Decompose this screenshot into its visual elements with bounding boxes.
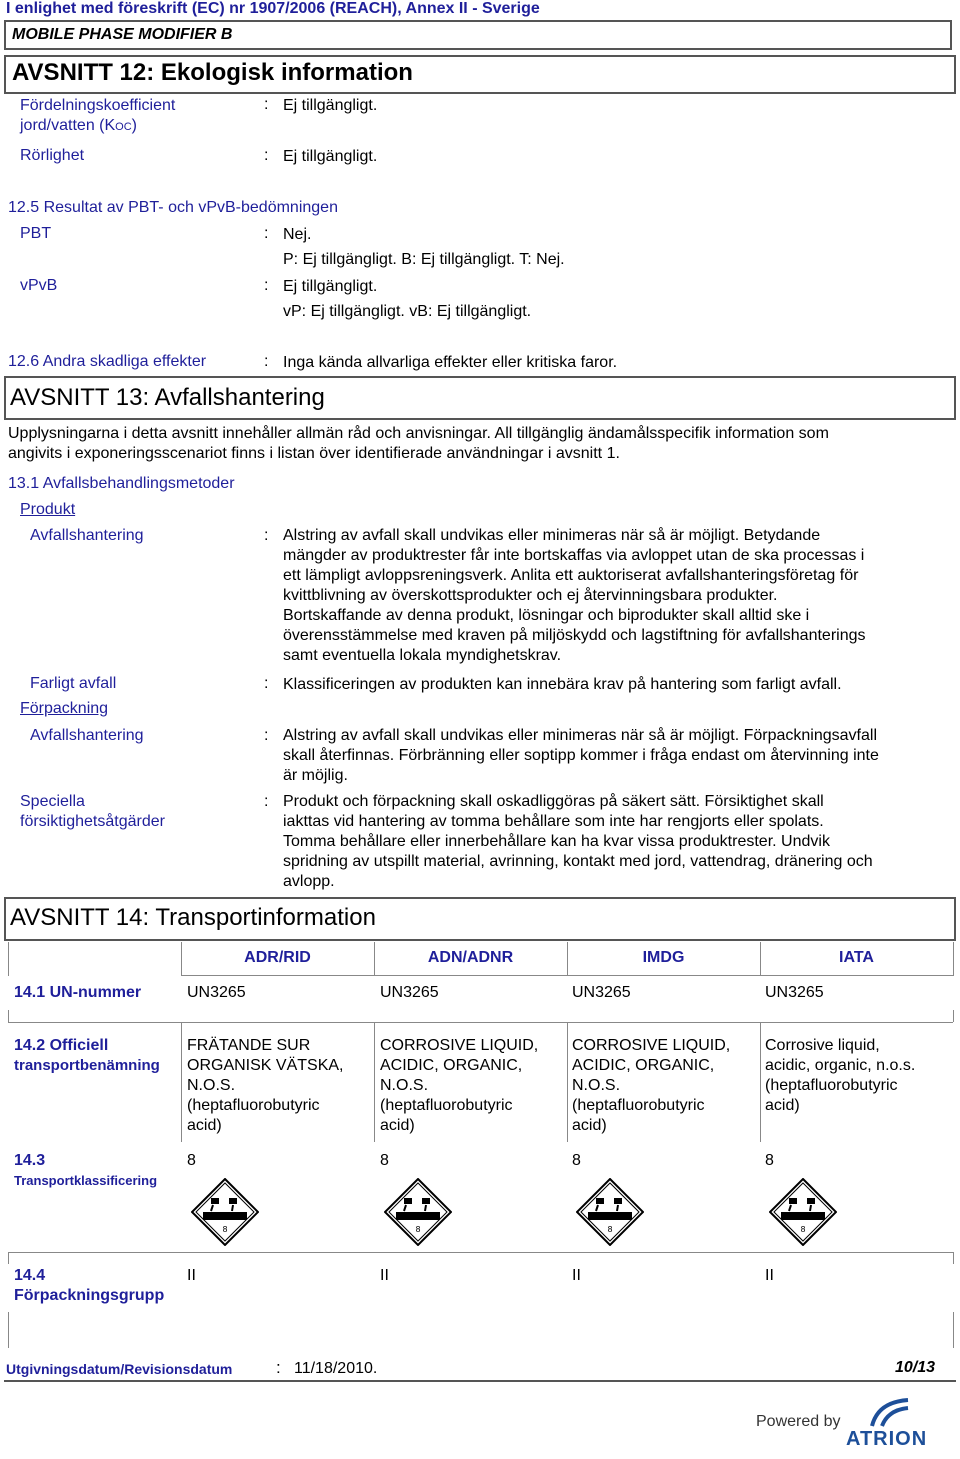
packaging-subheading: Förpackning (20, 700, 109, 717)
packing-group-imdg: II (572, 1267, 581, 1284)
waste-handling-label: Avfallshantering (30, 527, 144, 544)
hazardous-waste-text: Klassificeringen av produkten kan innebära krav på hantering som farligt avfall. (283, 676, 842, 693)
table-border (567, 1022, 568, 1142)
table-border (953, 1312, 954, 1348)
footer-divider (4, 1380, 956, 1382)
koc-label: Fördelningskoefficient jord/vatten (KOC) (20, 97, 176, 134)
packaging-waste-label: Avfallshantering (30, 727, 144, 744)
other-effects-value: Inga kända allvarliga effekter eller kritiska faror. (283, 354, 618, 371)
corrosive-pictogram-icon (769, 1178, 837, 1246)
shipping-name-adr: FRÄTANDE SUR ORGANISK VÄTSKA, N.O.S. (heptafluorobutyric acid) (187, 1037, 344, 1134)
shipping-name-imdg: CORROSIVE LIQUID, ACIDIC, ORGANIC, N.O.S. (heptafluorobutyric acid) (572, 1037, 731, 1134)
waste-handling-text: Alstring av avfall skall undvikas eller minimeras när så är möjligt. Betydande mängder av produktrester får inte bortskaffas via avloppet utan de ska processas i ett lämpligt avloppsreningsverk. Anlita ett auktoriserat avfallshanteringsföretag för kvittblivning av överskottsprodukter och ej återvinningsbara produkter. Bortskaffande av denna produkt, lösningar och biprodukter skall alltid ske i överensstämmelse med kraven på miljöskydd och lagstiftning för avfallshanterings samt eventuella lokala myndighetskrav. (283, 527, 866, 664)
special-precautions-label: Speciella försiktighetsåtgärder (20, 793, 165, 830)
corrosive-pictogram-icon (191, 1178, 259, 1246)
packing-group-adn: II (380, 1267, 389, 1284)
vpvb-label: vPvB (20, 277, 58, 294)
page-number: 10/13 (895, 1359, 936, 1376)
svg-text:8: 8 (800, 1225, 806, 1234)
table-border (8, 1312, 9, 1348)
table-border (8, 1010, 9, 1022)
corrosive-pictogram-icon (576, 1178, 644, 1246)
un-number-adr: UN3265 (187, 984, 246, 1001)
atrion-logo-text: ATRION (846, 1428, 928, 1450)
colon: : (264, 353, 269, 370)
pbt-heading: 12.5 Resultat av PBT- och vPvB-bedömningen (8, 199, 338, 216)
table-border (181, 1022, 182, 1142)
un-number-iata: UN3265 (765, 984, 824, 1001)
table-border (8, 942, 9, 976)
svg-text:8: 8 (607, 1225, 613, 1234)
svg-text:8: 8 (415, 1225, 421, 1234)
table-border (181, 975, 953, 976)
table-border (374, 1022, 375, 1142)
colon: : (264, 225, 269, 242)
section-13-title: AVSNITT 13: Avfallshantering (10, 384, 325, 411)
column-header-adn: ADN/ADNR (427, 949, 514, 966)
colon: : (264, 147, 269, 164)
section-14-title: AVSNITT 14: Transportinformation (10, 904, 376, 931)
powered-by-text: Powered by (756, 1413, 841, 1430)
corrosive-pictogram-icon (384, 1178, 452, 1246)
atrion-logo-icon (868, 1398, 912, 1428)
class-adn: 8 (380, 1152, 389, 1169)
colon: : (264, 793, 269, 810)
document-header-title: I enlighet med föreskrift (EC) nr 1907/2006 (REACH), Annex II - Sverige (6, 0, 540, 17)
other-effects-label: 12.6 Andra skadliga effekter (8, 353, 207, 370)
product-name: MOBILE PHASE MODIFIER B (12, 26, 233, 43)
pbt-detail: P: Ej tillgängligt. B: Ej tillgängligt. T: Nej. (283, 251, 565, 268)
svg-text:8: 8 (222, 1225, 228, 1234)
un-number-adn: UN3265 (380, 984, 439, 1001)
colon: : (276, 1358, 281, 1377)
un-number-label: 14.1 UN-nummer (14, 984, 142, 1001)
class-iata: 8 (765, 1152, 774, 1169)
hazardous-waste-label: Farligt avfall (30, 675, 117, 692)
koc-value: Ej tillgängligt. (283, 97, 378, 114)
packing-group-label: 14.4 Förpackningsgrupp (14, 1267, 165, 1304)
colon: : (264, 675, 269, 692)
table-border (8, 1252, 953, 1253)
packing-group-adr: II (187, 1267, 196, 1284)
shipping-name-iata: Corrosive liquid, acidic, organic, n.o.s. (heptafluorobutyric acid) (765, 1037, 916, 1114)
class-adr: 8 (187, 1152, 196, 1169)
colon: : (264, 527, 269, 544)
table-border (8, 1022, 953, 1023)
product-subheading: Produkt (20, 501, 76, 518)
pbt-label: PBT (20, 225, 52, 242)
revision-date-value: 11/18/2010. (294, 1360, 378, 1377)
transport-class-label: 14.3 Transportklassificering (14, 1152, 158, 1188)
column-header-imdg: IMDG (642, 949, 685, 966)
vpvb-detail: vP: Ej tillgängligt. vB: Ej tillgängligt. (283, 303, 532, 320)
shipping-name-label: 14.2 Officiell transportbenämning (14, 1037, 160, 1074)
packing-group-iata: II (765, 1267, 774, 1284)
table-border (8, 1252, 9, 1264)
column-header-adr: ADR/RID (244, 949, 311, 966)
colon: : (264, 96, 269, 113)
class-imdg: 8 (572, 1152, 581, 1169)
table-border (953, 1010, 954, 1022)
section-13-intro: Upplysningarna i detta avsnitt innehåller allmän råd och anvisningar. All tillgänglig ändamålsspecifik information som angivits i exponeringsscenariot finns i listan över identifierade användningar i avsnitt 1. (8, 425, 829, 462)
pbt-value: Nej. (283, 226, 312, 243)
table-border (953, 942, 954, 976)
mobility-label: Rörlighet (20, 147, 85, 164)
waste-methods-heading: 13.1 Avfallsbehandlingsmetoder (8, 475, 235, 492)
section-12-title: AVSNITT 12: Ekologisk information (12, 59, 413, 86)
table-border (953, 1252, 954, 1264)
un-number-imdg: UN3265 (572, 984, 631, 1001)
special-precautions-text: Produkt och förpackning skall oskadliggöras på säkert sätt. Försiktighet skall iakttas vid hantering av tomma behållare som inte har rengjorts eller spolats. Tomma behållare eller innerbehållare kan ha kvar vissa produktrester. Undvik spridning av utspillt material, avrinning, kontakt med jord, vattendrag, dränering och avlopp. (283, 793, 873, 890)
column-header-iata: IATA (839, 949, 874, 966)
revision-date-label: Utgivningsdatum/Revisionsdatum (6, 1361, 233, 1377)
vpvb-value: Ej tillgängligt. (283, 278, 378, 295)
colon: : (264, 277, 269, 294)
colon: : (264, 727, 269, 744)
table-border (760, 1022, 761, 1142)
packaging-waste-text: Alstring av avfall skall undvikas eller minimeras när så är möjligt. Förpackningsavfall skall återfinnas. Förbränning eller soptipp kommer i fråga endast om återvinning inte är möjlig. (283, 727, 879, 784)
mobility-value: Ej tillgängligt. (283, 148, 378, 165)
shipping-name-adn: CORROSIVE LIQUID, ACIDIC, ORGANIC, N.O.S. (heptafluorobutyric acid) (380, 1037, 539, 1134)
